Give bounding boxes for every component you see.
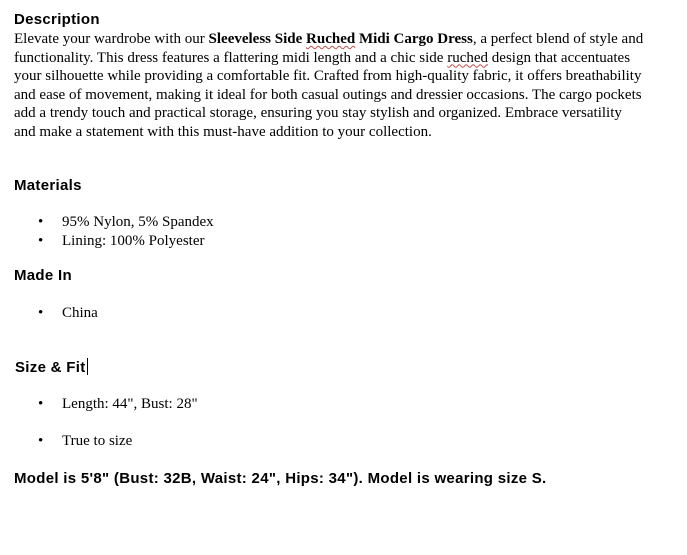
spelling-flag-ruched-title: Ruched <box>306 31 356 47</box>
model-info: Model is 5'8" (Bust: 32B, Waist: 24", Hips: 34"). Model is wearing size S. <box>14 470 547 487</box>
made-in-list <box>14 304 98 323</box>
description-paragraph <box>14 30 644 142</box>
list-item <box>14 432 132 451</box>
list-item <box>14 304 98 323</box>
description-text-b: design that accentuates your silhouette while providing a comfortable fit. Crafted from high-quality fabric, it offers breathability and ease of movement, making it ideal for both casual outings and dressier occasions. The cargo pockets add a trendy touch and practical storage, ensuring you stay stylish and organized. Embrace versatility and make a statement with this must-have addition to your collection. <box>14 49 642 140</box>
materials-list <box>14 213 214 250</box>
bullet-icon: • <box>38 232 44 249</box>
list-item-text: 95% Nylon, 5% Spandex <box>62 214 214 230</box>
list-item-text: Length: 44", Bust: 28" <box>62 396 198 412</box>
description-intro: Elevate your wardrobe with our <box>14 31 209 47</box>
bullet-icon: • <box>38 214 44 230</box>
list-item-text: China <box>62 305 98 321</box>
size-fit-list <box>14 432 132 451</box>
size-fit-list <box>14 395 198 414</box>
text-cursor <box>87 358 88 375</box>
bullet-icon: • <box>38 433 44 449</box>
bullet-icon: • <box>38 396 44 412</box>
list-item <box>14 213 214 232</box>
size-fit-heading <box>15 358 88 378</box>
list-item <box>14 232 214 251</box>
description-heading: Description <box>14 11 100 28</box>
list-item-text: Lining: 100% Polyester <box>62 232 205 249</box>
description-text-a: , a perfect blend of style and functionality. This dress features a flattering midi length and a chic side <box>14 31 644 66</box>
made-in-heading: Made In <box>14 267 72 284</box>
size-fit-heading-text: Size & Fit <box>15 359 86 376</box>
product-name <box>209 31 473 47</box>
product-name-part: Midi Cargo Dress <box>355 31 473 47</box>
list-item-text: True to size <box>62 433 133 449</box>
bullet-icon: • <box>38 305 44 321</box>
spelling-flag-ruched: ruched <box>447 49 489 66</box>
list-item <box>14 395 198 414</box>
materials-heading: Materials <box>14 177 82 194</box>
product-name-part: Sleeveless Side <box>208 31 307 47</box>
